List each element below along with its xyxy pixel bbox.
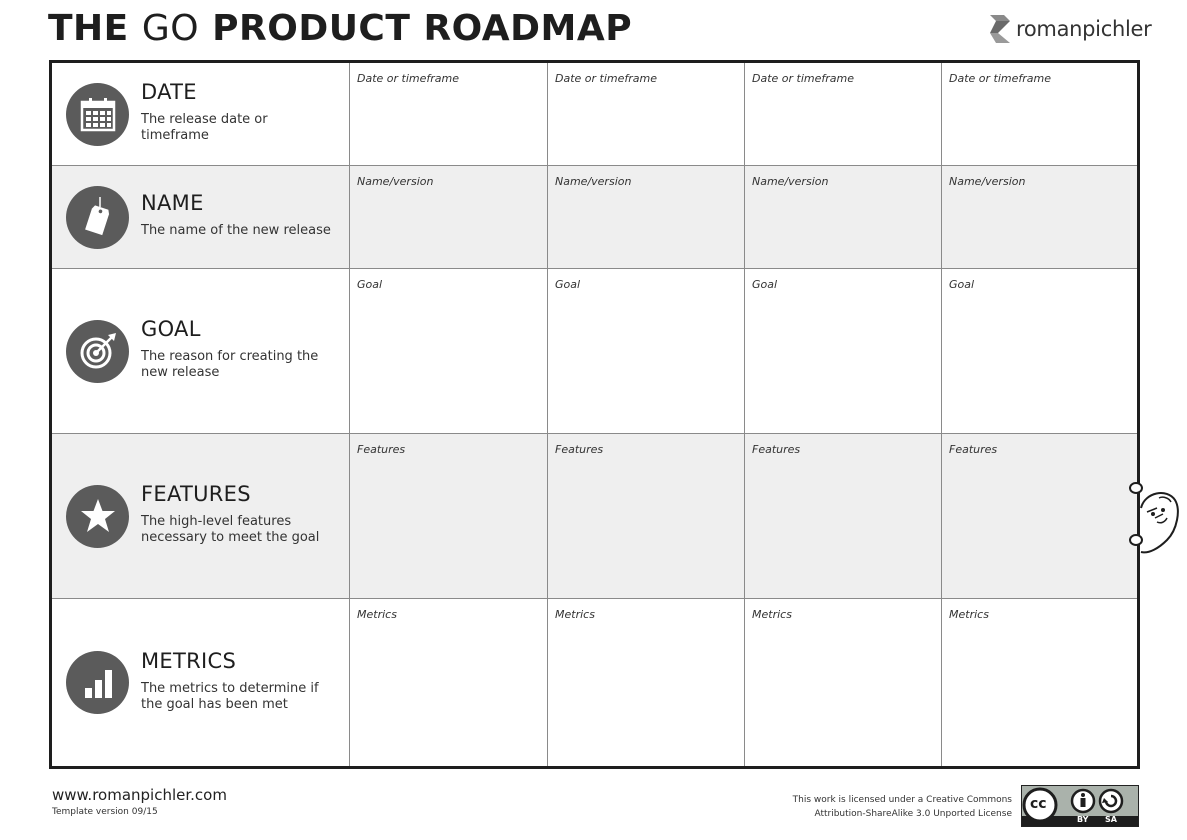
row-label-features (52, 434, 350, 599)
cell-placeholder: Goal (949, 278, 975, 291)
page-title (48, 6, 632, 52)
bar-chart-icon (81, 666, 115, 700)
license-line-1: This work is licensed under a Creative Commons (792, 795, 1012, 805)
footer-template-version: Template version 09/15 (52, 807, 158, 817)
roadmap-cell[interactable] (942, 269, 1137, 434)
roadmap-cell[interactable] (548, 269, 745, 434)
cell-placeholder: Features (752, 443, 801, 456)
row-title: NAME (141, 191, 204, 215)
cc-label: cc (1030, 796, 1047, 812)
roadmap-cell[interactable] (745, 269, 942, 434)
cell-placeholder: Features (949, 443, 998, 456)
star-icon (79, 497, 117, 535)
roadmap-cell[interactable] (745, 166, 942, 269)
cell-placeholder: Goal (555, 278, 581, 291)
roadmap-cell[interactable] (350, 269, 548, 434)
row-label-name (52, 166, 350, 269)
roadmap-cell[interactable] (942, 599, 1137, 766)
peeking-mascot-icon (1127, 478, 1181, 560)
cell-placeholder: Date or timeframe (752, 72, 855, 85)
sa-label: SA (1105, 815, 1117, 824)
roadmap-cell[interactable] (350, 166, 548, 269)
roadmap-cell[interactable] (942, 434, 1137, 599)
cell-placeholder: Date or timeframe (357, 72, 460, 85)
row-description: The release date or timeframe (141, 112, 268, 143)
title-part-the: THE (48, 8, 129, 49)
license-notice (760, 793, 1012, 821)
row-label-metrics (52, 599, 350, 766)
roadmap-cell[interactable] (942, 166, 1137, 269)
cell-placeholder: Goal (357, 278, 383, 291)
cell-placeholder: Name/version (555, 175, 632, 188)
row-description: The metrics to determine if the goal has been met (141, 680, 319, 712)
cell-placeholder: Metrics (752, 608, 792, 621)
license-line-2: Attribution-ShareAlike 3.0 Unported License (814, 809, 1012, 819)
roadmap-cell[interactable] (548, 434, 745, 599)
cell-placeholder: Metrics (949, 608, 989, 621)
cell-placeholder: Name/version (357, 175, 434, 188)
roadmap-grid (49, 60, 1140, 769)
cell-placeholder: Name/version (949, 175, 1026, 188)
target-icon (78, 331, 118, 371)
row-description: The name of the new release (141, 223, 331, 238)
title-part-go: GO (141, 8, 200, 49)
cell-placeholder: Metrics (555, 608, 595, 621)
row-description: The reason for creating the new release (141, 349, 319, 380)
row-description: The high-level features necessary to meet the goal (141, 514, 320, 545)
roadmap-cell[interactable] (350, 434, 548, 599)
row-title: FEATURES (141, 482, 251, 506)
tag-icon (80, 197, 116, 237)
row-label-goal (52, 269, 350, 434)
brand-mark-icon (988, 13, 1012, 45)
cell-placeholder: Features (357, 443, 406, 456)
row-title: DATE (141, 80, 197, 104)
cell-placeholder: Name/version (752, 175, 829, 188)
by-label: BY (1077, 815, 1089, 824)
cell-placeholder: Features (555, 443, 604, 456)
cell-placeholder: Date or timeframe (555, 72, 658, 85)
roadmap-cell[interactable] (548, 166, 745, 269)
footer-website-link[interactable]: www.romanpichler.com (52, 786, 227, 804)
title-part-product-roadmap: PRODUCT ROADMAP (212, 8, 633, 49)
brand-name: romanpichler (1016, 17, 1152, 41)
row-title: METRICS (141, 648, 237, 673)
brand-logo (988, 12, 1151, 46)
cell-placeholder: Date or timeframe (949, 72, 1052, 85)
cell-placeholder: Goal (752, 278, 778, 291)
roadmap-cell[interactable] (745, 599, 942, 766)
roadmap-cell[interactable] (548, 599, 745, 766)
row-title: GOAL (141, 317, 201, 341)
roadmap-cell[interactable] (350, 599, 548, 766)
roadmap-cell[interactable] (548, 63, 745, 166)
roadmap-cell[interactable] (745, 434, 942, 599)
roadmap-cell[interactable] (942, 63, 1137, 166)
cc-license-badge[interactable] (1021, 785, 1139, 827)
roadmap-cell[interactable] (745, 63, 942, 166)
calendar-icon (80, 96, 116, 132)
roadmap-cell[interactable] (350, 63, 548, 166)
row-label-date (52, 63, 350, 166)
cell-placeholder: Metrics (357, 608, 397, 621)
